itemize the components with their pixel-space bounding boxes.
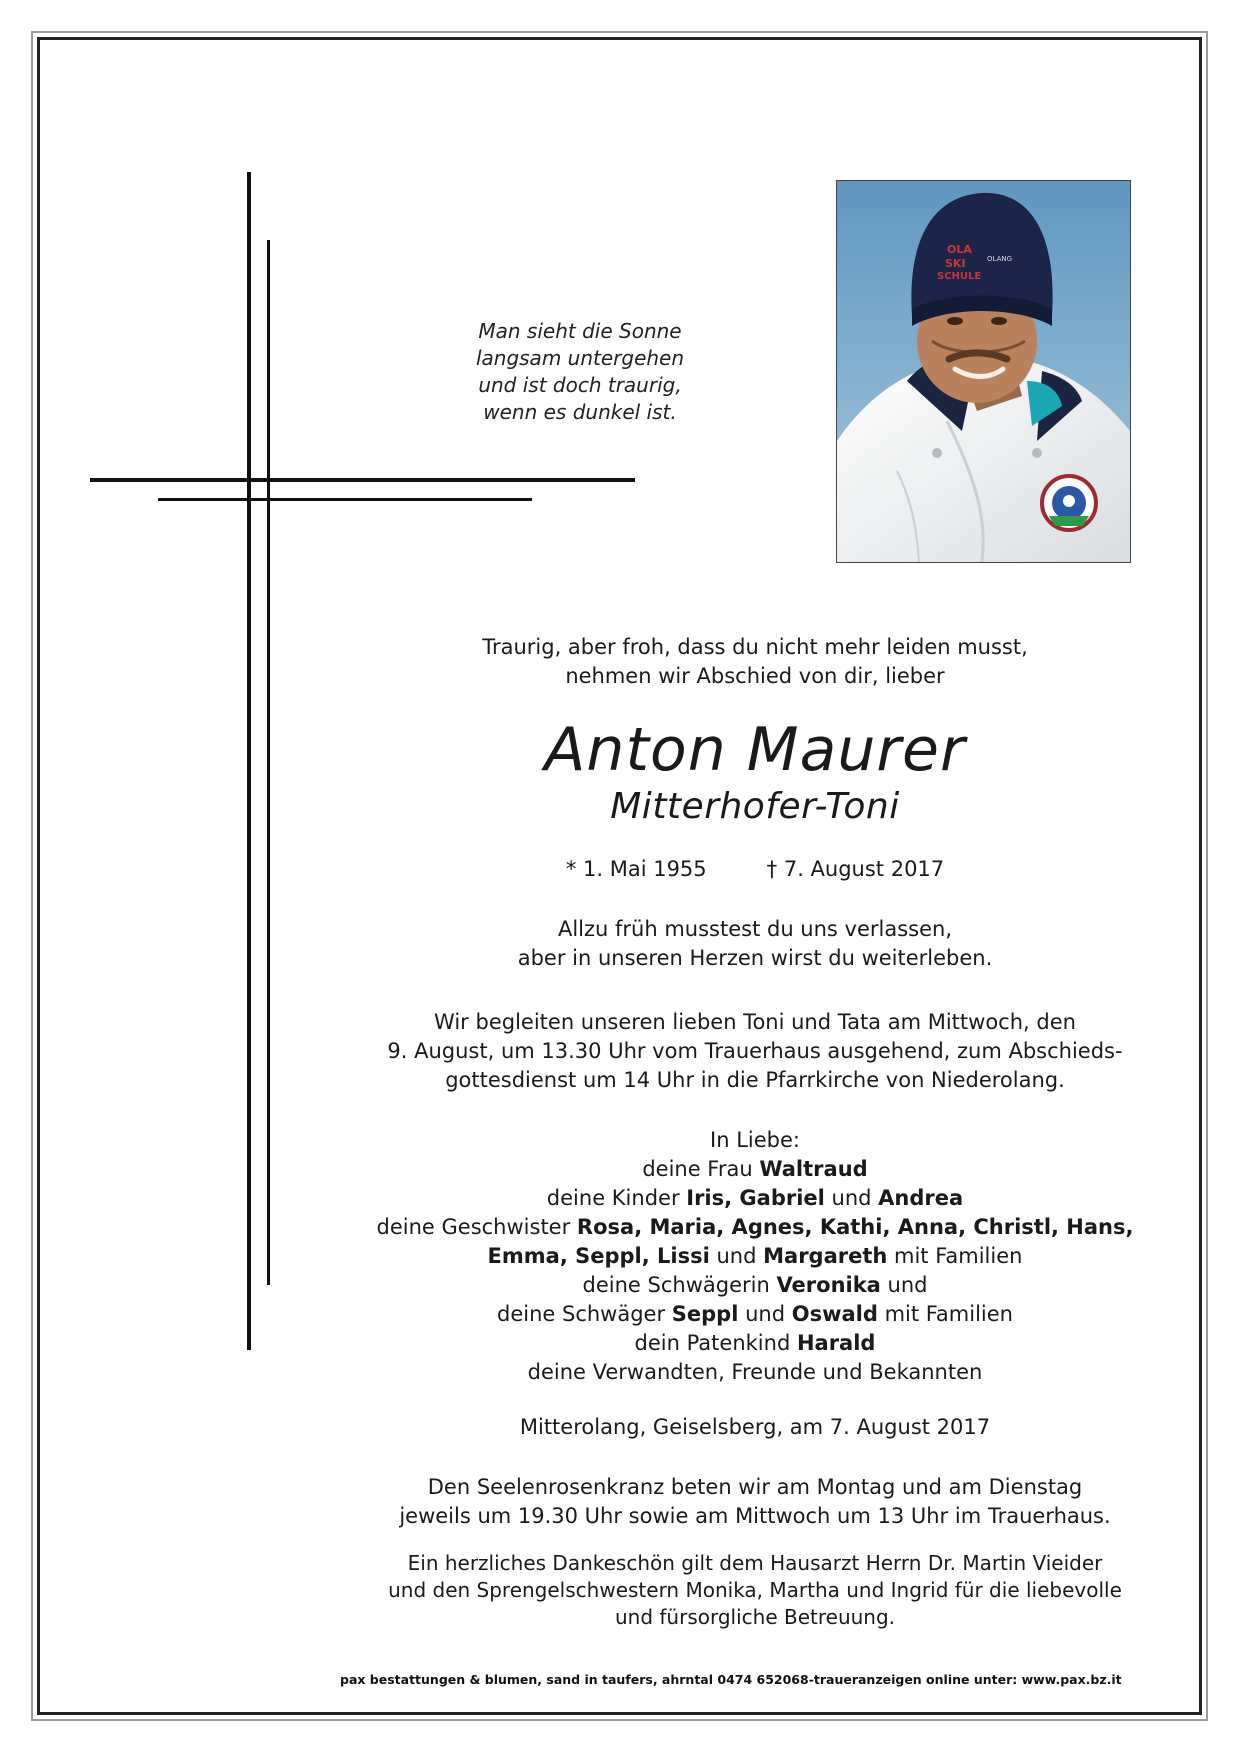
intro-line: nehmen wir Abschied von dir, lieber (565, 664, 945, 688)
mourner-line-siblings (360, 1213, 1150, 1242)
mourner-relation: deine Schwägerin (582, 1273, 777, 1297)
rosary-line: jeweils um 19.30 Uhr sowie am Mittwoch um 13 Uhr im Trauerhaus. (399, 1504, 1111, 1528)
farewell-line: Allzu früh musstest du uns verlassen, (557, 917, 953, 941)
mourner-relation: deine Kinder (546, 1186, 687, 1210)
connector-text: und (709, 1244, 764, 1268)
connector-text: mit Familien (887, 1244, 1023, 1268)
mourner-name: Iris, Gabriel (686, 1186, 825, 1210)
mourner-line-godchild (360, 1329, 1150, 1358)
mourner-relation: deine Frau (642, 1157, 760, 1181)
verse-line: langsam untergehen (475, 346, 685, 370)
funeral-line: Wir begleiten unseren lieben Toni und Tata am Mittwoch, den (434, 1010, 1076, 1034)
cap-logo-text: OLANG (987, 255, 1013, 263)
verse-line: Man sieht die Sonne (478, 319, 682, 343)
verse-line: wenn es dunkel ist. (483, 400, 677, 424)
deceased-name: Anton Maurer (544, 715, 966, 785)
mourner-relation: dein Patenkind (634, 1331, 797, 1355)
farewell-line: aber in unseren Herzen wirst du weiterleben. (517, 946, 993, 970)
mourner-name: Veronika (776, 1273, 881, 1297)
cap-logo-text: SKI (945, 257, 966, 270)
mourner-line-sister-in-law (360, 1271, 1150, 1300)
mourner-line-brothers-in-law (360, 1300, 1150, 1329)
death-date: † 7. August 2017 (766, 857, 945, 881)
cross-vertical-thin-bar (267, 240, 270, 1285)
birth-date: * 1. Mai 1955 (565, 857, 707, 881)
thanks-text (360, 1550, 1150, 1631)
thanks-line: und den Sprengelschwestern Monika, Martha und Ingrid für die liebevolle (388, 1578, 1122, 1602)
cross-horizontal-bar (90, 478, 635, 482)
thanks-line: Ein herzliches Dankeschön gilt dem Hausarzt Herrn Dr. Martin Vieider (407, 1551, 1103, 1575)
place-and-date: Mitterolang, Geiselsberg, am 7. August 2017 (519, 1415, 991, 1439)
funeral-line: gottesdienst um 14 Uhr in die Pfarrkirche von Niederolang. (445, 1068, 1065, 1092)
rosary-text (360, 1473, 1150, 1531)
mourner-name: Harald (796, 1331, 876, 1355)
funeral-home-footer: pax bestattungen & blumen, sand in taufers, ahrntal 0474 652068-traueranzeigen online unter: www.pax.bz.it (340, 1672, 1122, 1687)
mourner-name: Emma, Seppl, Lissi (487, 1244, 710, 1268)
mourner-line-wife (360, 1155, 1150, 1184)
life-dates (360, 855, 1150, 883)
connector-text: und (738, 1302, 792, 1326)
deceased-nickname: Mitterhofer-Toni (610, 786, 900, 827)
intro-text (360, 633, 1150, 691)
cross-vertical-bar (247, 172, 251, 1350)
connector-text: und (824, 1186, 879, 1210)
intro-line: Traurig, aber froh, dass du nicht mehr leiden musst, (482, 635, 1028, 659)
mourner-name: Seppl (671, 1302, 739, 1326)
thanks-line: und fürsorgliche Betreuung. (614, 1605, 896, 1629)
cross-horizontal-thin-bar (158, 498, 532, 501)
cap-logo-text: SCHULE (937, 271, 982, 282)
mourners-heading: In Liebe: (710, 1128, 800, 1152)
mourner-line-relatives: deine Verwandten, Freunde und Bekannten (527, 1360, 983, 1384)
mourner-name: Andrea (878, 1186, 964, 1210)
mourners-list (360, 1126, 1150, 1387)
connector-text: mit Familien (877, 1302, 1013, 1326)
mourner-line-siblings-cont (360, 1242, 1150, 1271)
portrait-photo (836, 180, 1131, 563)
funeral-text (360, 1008, 1150, 1095)
mourner-name: Rosa, Maria, Agnes, Kathi, Anna, Christl, Hans, (576, 1215, 1134, 1239)
mourner-name: Margareth (763, 1244, 888, 1268)
mourner-line-children (360, 1184, 1150, 1213)
verse-line: und ist doch traurig, (478, 373, 682, 397)
mourner-relation: deine Geschwister (376, 1215, 577, 1239)
funeral-line: 9. August, um 13.30 Uhr vom Trauerhaus ausgehend, zum Abschieds- (387, 1039, 1123, 1063)
connector-text: und (880, 1273, 928, 1297)
memorial-verse (430, 318, 730, 426)
rosary-line: Den Seelenrosenkranz beten wir am Montag und am Dienstag (427, 1475, 1083, 1499)
mourner-name: Waltraud (759, 1157, 868, 1181)
farewell-text (360, 915, 1150, 973)
mourner-relation: deine Schwäger (497, 1302, 672, 1326)
mourner-name: Oswald (791, 1302, 878, 1326)
portrait-illustration (837, 181, 1130, 562)
cap-logo-text: OLA (947, 243, 972, 256)
